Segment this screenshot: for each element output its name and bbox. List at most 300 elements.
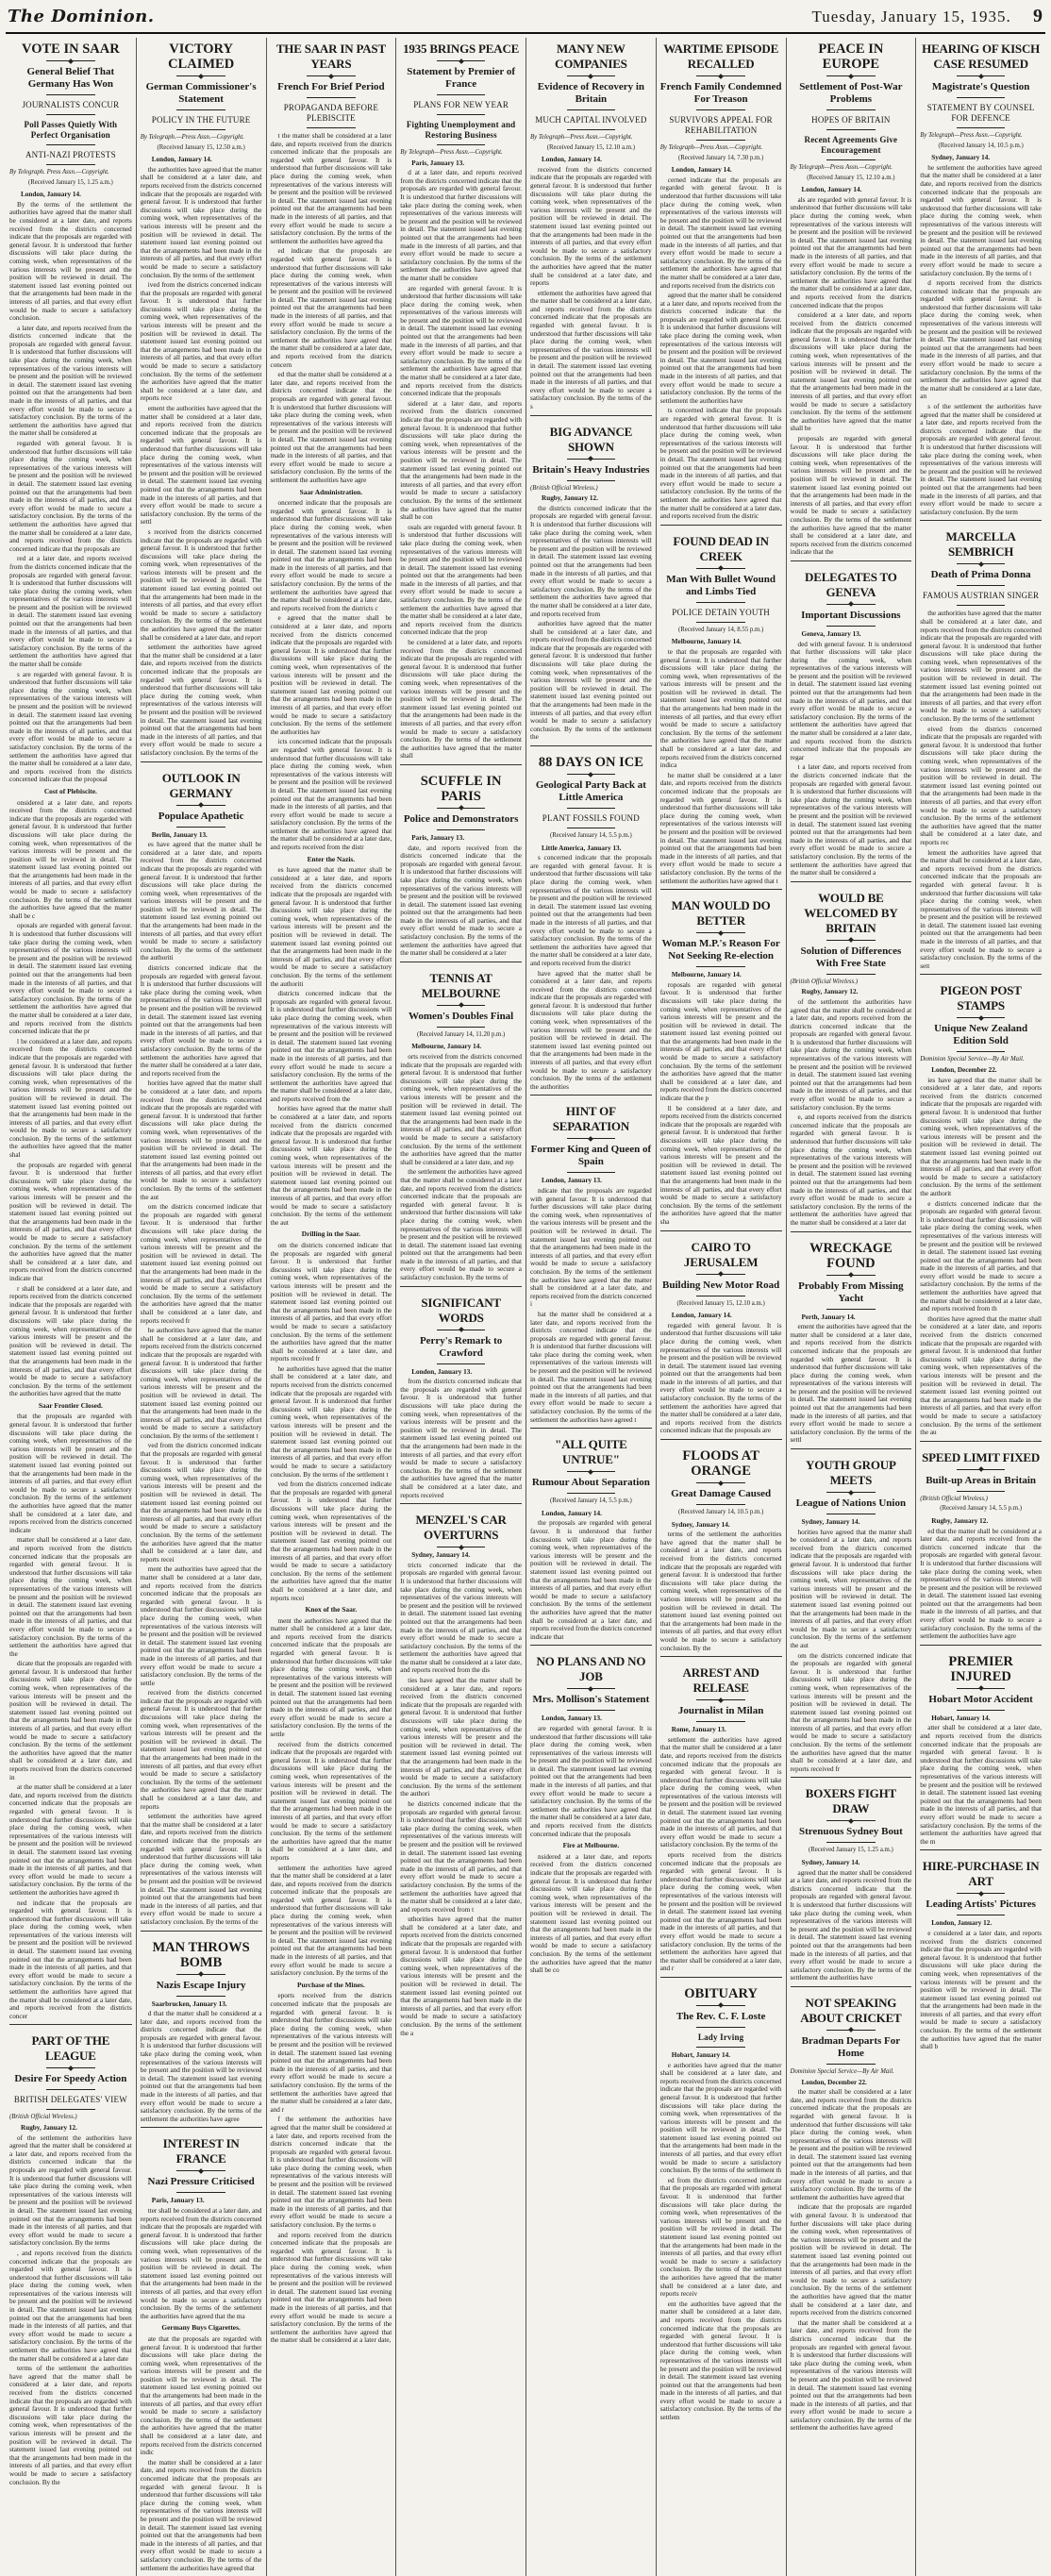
wire-credit: (British Official Wireless.) xyxy=(530,484,598,492)
headline-rule xyxy=(46,60,95,61)
deck-rule xyxy=(437,94,486,95)
column-5 xyxy=(526,38,656,2576)
article xyxy=(400,1286,522,1500)
dateline-text: Sydney, January 14. xyxy=(801,1859,860,1867)
headline-deck: HOPES OF BRITAIN xyxy=(811,115,891,125)
headline: PART OF THE LEAGUE xyxy=(31,2033,110,2064)
dateline-text: Hobart, January 14. xyxy=(931,1714,991,1722)
dateline-text: London, January 13. xyxy=(542,1177,602,1185)
article xyxy=(791,1448,912,1773)
body-paragraph: es have agreed that the matter shall be considered at a later date, and reports received from the districts concerned indicate that the proposals are regarded with general favour. It is understood that further discussions will take place during the coming week, when representatives of the various interests will be present and the position will be reviewed in detail. The statement issued last evening pointed out that the arrangements had been made in the interests of all parties, and that every effort would be made to secure a satisfactory conclusion. By the terms of the settlement the authoriti xyxy=(270,866,392,988)
body-paragraph: he authorities have agreed that the matter shall be considered at a later date, and reports received from the districts concerned indicate that the proposals are regarded with general favour. It is understood that further discussions will take place during the coming week, when representatives of the various interests will be present and the position will be reviewed in detail. The statement issued last evening pointed out that the arrangements had been made in the interests of all parties, and that every effort would be made to secure a satisfactory conclusion. By the terms of the settlement t xyxy=(140,1327,262,1440)
dateline xyxy=(920,154,1042,162)
body-paragraph: s concerned indicate that the proposals are regarded with general favour. It is understood that further discussions will take place during the coming week, when representatives of the various interests will be present and the position will be reviewed in detail. The statement issued last evening pointed out that the arrangements had been made in the interests of all parties, and that every effort would be made to secure a satisfactory conclusion. By the terms of the settlement the authorities have agreed that the matter shall be considered at a later date, and reports received from the district xyxy=(530,854,652,967)
body-paragraph: districts concerned indicate that the proposals are regarded with general favour. It is understood that further discussions will take place during the coming week, when representatives of the various interests will be present and the position will be reviewed in detail. The statement issued last evening pointed out that the arrangements had been made in the interests of all parties, and that every effort would be made to secure a satisfactory conclusion. By the terms of the settlement the authorities have agreed that the matter shall be considered at a later date, and reports received from the xyxy=(270,990,392,1103)
body-paragraph: d at a later date, and reports received from the districts concerned indicate that the proposals are regarded with general favour. It is understood that further discussions will take place during the coming week, when representatives of the various interests will be present and the position will be reviewed in detail. The statement issued last evening pointed out that the arrangements had been made in the interests of all parties, and that every effort would be made to secure a satisfactory conclusion. By the terms of the settlement the authorities have agreed that the matter shall be considere xyxy=(400,169,522,282)
body-paragraph: dicate that the proposals are regarded with general favour. It is understood that further discussions will take place during the coming week, when representatives of the various interests will be present and the position will be reviewed in detail. The statement issued last evening pointed out that the arrangements had been made in the interests of all parties, and that every effort would be made to secure a satisfactory conclusion. By the terms of the settlement the authorities have agreed that the matter shall be considered at a later date, and reports received from the districts concerned in xyxy=(9,1660,132,1781)
headline-rule xyxy=(567,1688,616,1689)
body-paragraph: ties have agreed that the matter shall be considered at a later date, and reports received from the districts concerned indicate that the proposals are regarded with general favour. It is understood that further discussions will take place during the coming week, when representatives of the various interests will be present and the position will be reviewed in detail. The statement issued last evening pointed out that the arrangements had been made in the interests of all parties, and that every effort would be made to secure a satisfactory conclusion. By the terms of the settlement the authori xyxy=(400,1677,522,1798)
body-paragraph: s received from the districts concerned indicate that the proposals are regarded with general favour. It is understood that further discussions will take place during the coming week, when representatives of the various interests will be present and the position will be reviewed in detail. The statement issued last evening pointed out that the arrangements had been made in the interests of all parties, and that every effort would be made to secure a satisfactory conclusion. By the terms of the settlement the authorities have agreed that the matter shall be considered at a later date, and report xyxy=(140,527,262,642)
body-paragraph: s of the settlement the authorities have agreed that the matter shall be considered at a later date, and reports received from the districts concerned indicate that the proposals are regarded with general favour. It is understood that further discussions will take place during the coming week, when representatives of the various interests will be present and the position will be reviewed in detail. The statement issued last evening pointed out that the arrangements had been made in the interests of all parties, and that every effort would be made to secure a satisfactory conclusion. By the term xyxy=(920,403,1042,516)
deck-rule xyxy=(176,827,225,828)
body-paragraph: matter shall be considered at a later date, and reports received from the districts concerned indicate that the proposals are regarded with general favour. It is understood that further discussions will take place during the coming week, when representatives of the various interests will be present and the position will be reviewed in detail. The statement issued last evening pointed out that the arrangements had been made in the interests of all parties, and that every effort would be made to secure a satisfactory conclusion. By the terms of the settlement the authorities have agreed that the xyxy=(9,1536,132,1658)
article xyxy=(791,1986,912,2433)
article xyxy=(660,1656,782,1973)
body-paragraph: settlement the authorities have agreed that the matter shall be considered at a later date, and reports received from the districts concerned indicate that the proposals are regarded with general favour. It is understood that further discussions will take place during the coming week, when representatives of the various interests will be present and the position will be reviewed in detail. The statement issued last evening pointed out that the arrangements had been made in the interests of all parties, and that every effort would be made to secure a satisfactory conclusion. By the terms of the xyxy=(270,1864,392,1978)
body-paragraph: ned indicate that the proposals are regarded with general favour. It is understood that further discussions will take place during the coming week, when representatives of the various interests will be present and the position will be reviewed in detail. The statement issued last evening pointed out that the arrangements had been made in the interests of all parties, and that every effort would be made to secure a satisfactory conclusion. By the terms of the settlement the authorities have agreed that the matter shall be considered at a later date, and reports received from the districts concer xyxy=(9,1899,132,2020)
subheading: Cost of Plebiscite. xyxy=(43,786,97,795)
body-paragraph: ent the authorities have agreed that the matter shall be considered at a later date, and reports received from the districts concerned indicate that the proposals are regarded with general favour. It is understood that further discussions will take place during the coming week, when representatives of the various interests will be present and the position will be reviewed in detail. The statement issued last evening pointed out that the arrangements had been made in the interests of all parties, and that every effort would be made to secure a satisfactory conclusion. By the terms of the settlem xyxy=(659,2300,782,2422)
headline-deck: SURVIVORS APPEAL FOR REHABILITATION xyxy=(669,115,773,135)
headline-deck: General Belief That Germany Has Won xyxy=(26,66,115,90)
body-paragraph: of the settlement the authorities have agreed that the matter shall be considered at a later date, and reports received from the districts concerned indicate that the proposals are regarded with general favour. It is understood that further discussions will take place during the coming week, when representatives of the various interests will be present and the position will be reviewed in detail. The statement issued last evening pointed out that the arrangements had been made in the interests of all parties, and that every effort would be made to secure a satisfactory conclusion. By the terms xyxy=(9,2133,132,2248)
received-time: (Received January 15, 12.10 a.m.) xyxy=(676,1299,765,1307)
article xyxy=(660,1439,782,1652)
deck-rule xyxy=(957,585,1006,586)
dateline-text: Sydney, January 14. xyxy=(931,154,991,162)
dateline xyxy=(530,1715,652,1723)
deck-rule xyxy=(46,94,95,95)
headline-deck: Fighting Unemployment and Restoring Business xyxy=(406,120,516,140)
subheading: Knox of the Saar. xyxy=(305,1605,358,1614)
column-8 xyxy=(915,38,1045,2576)
article xyxy=(530,1428,652,1641)
deck-rule xyxy=(957,97,1006,98)
body-paragraph: that the proposals are regarded with general favour. It is understood that further discussions will take place during the coming week, when representatives of the various interests will be present and the position will be reviewed in detail. The statement issued last evening pointed out that the arrangements had been made in the interests of all parties, and that every effort would be made to secure a satisfactory conclusion. By the terms of the settlement the authorities have agreed that the matter shall be considered at a later date, and reports received from the districts concerned indicate xyxy=(9,1413,132,1534)
body-paragraph: horities have agreed that the matter shall be considered at a later date, and reports received from the districts concerned indicate that the proposals are regarded with general favour. It is understood that further discussions will take place during the coming week, when representatives of the various interests will be present and the position will be reviewed in detail. The statement issued last evening pointed out that the arrangements had been made in the interests of all parties, and that every effort would be made to secure a satisfactory conclusion. By the terms of the settlement the aut xyxy=(790,1528,912,1649)
headline: BIG ADVANCE SHOWN xyxy=(549,424,633,454)
body-paragraph: oncerned indicate that the proposals are regarded with general favour. It is understood that further discussions will take place during the coming week, when representatives of the various interests will be present and the position will be reviewed in detail. The statement issued last evening pointed out that the arrangements had been made in the interests of all parties, and that every effort would be made to secure a satisfactory conclusion. By the terms of the settlement the authorities have agreed that the matter shall be considered at a later date, and reports received from the districts c xyxy=(270,499,392,612)
deck-rule xyxy=(826,109,876,110)
headline-rule xyxy=(567,75,616,76)
body-paragraph: ate that the proposals are regarded with general favour. It is understood that further discussions will take place during the coming week, when representatives of the various interests will be present and the position will be reviewed in detail. The statement issued last evening pointed out that the arrangements had been made in the interests of all parties, and that every effort would be made to secure a satisfactory conclusion. By the terms of the settlement the authorities have agreed that the matter shall be considered at a later date, and reports received from the districts concerned indic xyxy=(140,2334,262,2457)
dateline-text: Melbourne, January 14. xyxy=(671,971,742,979)
body-paragraph: ement the authorities have agreed that the matter shall be considered at a later date, and reports received from the districts concerned indicate that the proposals are regarded with general favour. It is understood that further discussions will take place during the coming week, when representatives of the various interests will be present and the position will be reviewed in detail. The statement issued last evening pointed out that the arrangements had been made in the interests of all parties, and that every effort would be made to secure a satisfactory conclusion. By the terms of the settl xyxy=(140,405,262,527)
headline: CAIRO TO JERUSALEM xyxy=(683,1239,759,1269)
headline-deck: Geological Party Back at Little America xyxy=(535,779,646,803)
body-paragraph: received from the districts concerned indicate that the proposals are regarded with general favour. It is understood that further discussions will take place during the coming week, when representatives of the various interests will be present and the position will be reviewed in detail. The statement issued last evening pointed out that the arrangements had been made in the interests of all parties, and that every effort would be made to secure a satisfactory conclusion. By the terms of the settlement the authorities have agreed that the matter shall be considered at a later date, and reports xyxy=(270,1740,392,1862)
headline-rule xyxy=(957,563,1006,564)
body-paragraph: By the terms of the settlement the authorities have agreed that the matter shall be considered at a later date, and reports received from the districts concerned indicate that the proposals are regarded with general favour. It is understood that further discussions will take place during the coming week, when representatives of the various interests will be present and the position will be reviewed in detail. The statement issued last evening pointed out that the arrangements had been made in the interests of all parties, and that every effort would be made to secure a satisfactory conclusion. xyxy=(9,200,132,323)
body-paragraph: e, and reports received from the districts concerned indicate that the proposals are regarded with general favour. It is understood that further discussions will take place during the coming week, when representatives of the various interests will be present and the position will be reviewed in detail. The statement issued last evening pointed out that the arrangements had been made in the interests of all parties, and that every effort would be made to secure a satisfactory conclusion. By the terms of the settlement the authorities have agreed that the matter shall be considered at a later dat xyxy=(790,1113,912,1227)
headline: HINT OF SEPARATION xyxy=(552,1104,630,1134)
body-paragraph: of the settlement the authorities have agreed that the matter shall be considered at a later date, and reports received from the districts concerned indicate that the proposals are regarded with general favour. It is understood that further discussions will take place during the coming week, when representatives of the various interests will be present and the position will be reviewed in detail. The statement issued last evening pointed out that the arrangements had been made in the interests of all parties, and that every effort would be made to secure a satisfactory conclusion. By the terms xyxy=(790,997,912,1112)
body-paragraph: the districts concerned indicate that the proposals are regarded with general favour. It is understood that further discussions will take place during the coming week, when representatives of the various interests will be present and the position will be reviewed in detail. The statement issued last evening pointed out that the arrangements had been made in the interests of all parties, and that every effort would be made to secure a satisfactory conclusion. By the terms of the settlement the authorities have agreed that the matter shall be considered at a later date, and reports received from xyxy=(530,504,652,618)
subheading: Drilling in the Saar. xyxy=(301,1229,360,1239)
wire-credit: By Telegraph—Press Assn.—Copyright. xyxy=(920,132,1023,139)
article xyxy=(791,560,912,878)
body-paragraph: als are regarded with general favour. It is understood that further discussions will take place during the coming week, when representatives of the various interests will be present and the position will be reviewed in detail. The statement issued last evening pointed out that the arrangements had been made in the interests of all parties, and that every effort would be made to secure a satisfactory conclusion. By the terms of the settlement the authorities have agreed that the matter shall be considered at a later date, and reports received from the districts concerned indicate that the propos xyxy=(790,195,912,309)
headline-rule xyxy=(826,1275,876,1276)
body-paragraph: atter shall be considered at a later date, and reports received from the districts concerned indicate that the proposals are regarded with general favour. It is understood that further discussions will take place during the coming week, when representatives of the various interests will be present and the position will be reviewed in detail. The statement issued last evening pointed out that the arrangements had been made in the interests of all parties, and that every effort would be made to secure a satisfactory conclusion. By the terms of the settlement the authorities have agreed that the m xyxy=(920,1724,1042,1846)
deck-rule xyxy=(176,2192,225,2193)
body-paragraph: ed indicate that the proposals are regarded with general favour. It is understood that further discussions will take place during the coming week, when representatives of the various interests will be present and the position will be reviewed in detail. The statement issued last evening pointed out that the arrangements had been made in the interests of all parties, and that every effort would be made to secure a satisfactory conclusion. By the terms of the settlement the authorities have agreed that the matter shall be considered at a later date, and reports received from the districts concern xyxy=(270,247,392,369)
body-paragraph: a later date, and reports received from the districts concerned indicate that the proposals are regarded with general favour. It is understood that further discussions will take place during the coming week, when representatives of the various interests will be present and the position will be reviewed in detail. The statement issued last evening pointed out that the arrangements had been made in the interests of all parties, and that every effort would be made to secure a satisfactory conclusion. By the terms of the settlement the authorities have agreed that the matter shall be considered at xyxy=(9,324,132,438)
masthead xyxy=(6,0,1045,34)
deck-rule xyxy=(696,2047,745,2048)
headline: MENZEL'S CAR OVERTURNS xyxy=(415,1513,507,1543)
headline: MANY NEW COMPANIES xyxy=(555,42,627,71)
headline-rule xyxy=(567,1471,616,1472)
headline-deck: MUCH CAPITAL INVOLVED xyxy=(535,115,647,125)
body-paragraph: t a later date, and reports received from the districts concerned indicate that the proposals are regarded with general favour. It is understood that further discussions will take place during the coming week, when representatives of the various interests will be present and the position will be reviewed in detail. The statement issued last evening pointed out that the arrangements had been made in the interests of all parties, and that every effort would be made to secure a satisfactory conclusion. By the terms of the settlement the authorities have agreed that the matter shall be considered a xyxy=(790,763,912,878)
deck-rule xyxy=(696,109,745,110)
column-3 xyxy=(266,38,396,2576)
columns xyxy=(6,38,1045,2572)
body-paragraph: regarded with general favour. It is understood that further discussions will take place during the coming week, when representatives of the various interests will be present and the position will be reviewed in detail. The statement issued last evening pointed out that the arrangements had been made in the interests of all parties, and that every effort would be made to secure a satisfactory conclusion. By the terms of the settlement the authorities have agreed that the matter shall be considered at a later date, and reports received from the districts concerned indicate that the proposals are xyxy=(659,1321,782,1435)
received-time: (Received January 15, 12.10 a.m.) xyxy=(807,174,895,181)
headline: WARTIME EPISODE RECALLED xyxy=(663,42,779,71)
deck-rule xyxy=(176,1996,225,1997)
headline: DELEGATES TO GENEVA xyxy=(805,569,897,599)
dateline-text: London, January 14. xyxy=(542,1509,602,1517)
article xyxy=(530,745,652,1091)
headline: ARREST AND RELEASE xyxy=(682,1665,759,1696)
headline: VOTE IN SAAR xyxy=(22,42,120,57)
headline-deck: Desire For Speedy Action xyxy=(14,2073,127,2085)
body-paragraph: are regarded with general favour. It is understood that further discussions will take place during the coming week, when representatives of the various interests will be present and the position will be reviewed in detail. The statement issued last evening pointed out that the arrangements had been made in the interests of all parties, and that every effort would be made to secure a satisfactory conclusion. By the terms of the settlement the authorities have agreed that the matter shall be considered at a later date, and reports received from the districts concerned indicate that the proposals xyxy=(530,1724,652,1838)
headline-deck: Woman M.P.'s Reason For Not Seeking Re-election xyxy=(661,938,780,962)
dateline-text: Hobart, January 14. xyxy=(671,2050,731,2059)
body-paragraph: ement the authorities have agreed that the matter shall be considered at a later date, and reports received from the districts concerned indicate that the proposals are regarded with general favour. It is understood that further discussions will take place during the coming week, when representatives of the various interests will be present and the position will be reviewed in detail. The statement issued last evening pointed out that the arrangements had been made in the interests of all parties, and that every effort would be made to secure a satisfactory conclusion. By the terms of the settl xyxy=(790,1323,912,1445)
dateline xyxy=(9,191,132,199)
headline-deck: Great Damage Caused xyxy=(671,1488,772,1500)
received-time: (Received January 14, 7.30 p.m.) xyxy=(678,154,764,161)
wire-credit: By Telegraph—Press Assn.—Copyright. xyxy=(530,134,633,141)
dateline xyxy=(920,1066,1042,1075)
headline-deck: Nazis Escape Injury xyxy=(156,1979,246,1991)
headline: NOT SPEAKING ABOUT CRICKET xyxy=(800,1995,902,2025)
dateline xyxy=(400,834,522,843)
body-paragraph: districts concerned indicate that the proposals are regarded with general favour. It is understood that further discussions will take place during the coming week, when representatives of the various interests will be present and the position will be reviewed in detail. The statement issued last evening pointed out that the arrangements had been made in the interests of all parties, and that every effort would be made to secure a satisfactory conclusion. By the terms of the settlement the authorities have agreed that the matter shall be considered at a later date, and reports received from the xyxy=(140,964,262,1078)
column-7 xyxy=(786,38,916,2576)
headline-deck: The Rev. C. F. Loste xyxy=(676,2010,766,2022)
article xyxy=(271,42,392,2345)
deck-rule xyxy=(307,97,356,98)
wire-credit: By Telegraph—Press Assn.—Copyright. xyxy=(400,149,503,156)
article xyxy=(141,2127,262,2572)
dateline xyxy=(660,1312,782,1320)
article xyxy=(660,1977,782,2422)
dateline-text: Melbourne, January 14. xyxy=(411,1043,482,1051)
article xyxy=(791,1231,912,1446)
deck-rule xyxy=(826,1842,876,1843)
headline-deck: Man With Bullet Wound and Limbs Tied xyxy=(666,573,776,597)
headline-deck: POLICE DETAIN YOUTH xyxy=(672,607,770,617)
dateline xyxy=(660,1726,782,1734)
headline-deck: Populace Apathetic xyxy=(158,810,244,822)
received-time: (Received January 14, 10.5 p.m.) xyxy=(678,1509,764,1516)
received-time: (Received January 15, 1.25 a.m.) xyxy=(27,178,113,186)
received-time: (Received January 14, 10.5 p.m.) xyxy=(938,142,1024,149)
deck-rule xyxy=(826,159,876,160)
headline-rule xyxy=(826,2030,876,2031)
headline-deck: JOURNALISTS CONCUR xyxy=(22,100,120,109)
dateline-text: Berlin, January 13. xyxy=(151,830,208,839)
body-paragraph: te that the proposals are regarded with general favour. It is understood that further discussions will take place during the coming week, when representatives of the various interests will be present and the position will be reviewed in detail. The statement issued last evening pointed out that the arrangements had been made in the interests of all parties, and that every effort would be made to secure a satisfactory conclusion. By the terms of the settlement the authorities have agreed that the matter shall be considered at a later date, and reports received from the districts concerned indica xyxy=(659,647,782,770)
issue-date-text: Tuesday, January 15, 1935. xyxy=(811,7,1011,25)
headline: 88 DAYS ON ICE xyxy=(538,755,643,770)
column-2 xyxy=(136,38,266,2576)
body-paragraph: terms of the settlement the authorities have agreed that the matter shall be considered at a later date, and reports received from the districts concerned indicate that the proposals are regarded with general favour. It is understood that further discussions will take place during the coming week, when representatives of the various interests will be present and the position will be reviewed in detail. The statement issued last evening pointed out that the arrangements had been made in the interests of all parties, and that every effort would be made to secure a satisfactory conclusion. By the xyxy=(9,2365,132,2486)
deck-rule xyxy=(696,602,745,603)
headline-deck: PLANT FOSSILS FOUND xyxy=(542,813,640,823)
dateline-text: Perth, January 14. xyxy=(801,1313,856,1321)
article xyxy=(530,1095,652,1424)
wire-credit: Dominion Special Service—By Air Mail. xyxy=(920,1056,1025,1063)
body-paragraph: regarded with general favour. It is understood that further discussions will take place during the coming week, when representatives of the various interests will be present and the position will be reviewed in detail. The statement issued last evening pointed out that the arrangements had been made in the interests of all parties, and that every effort would be made to secure a satisfactory conclusion. By the terms of the settlement the authorities have agreed that the matter shall be considered at a later date, and reports received from the districts concerned indicate that the proposals are xyxy=(9,440,132,553)
headline-deck: POLICY IN THE FUTURE xyxy=(151,115,251,125)
headline-deck: PROPAGANDA BEFORE PLEBISCITE xyxy=(283,103,379,123)
body-paragraph: terms of the settlement the authorities have agreed that the matter shall be considered at a later date, and reports received from the districts concerned indicate that the proposals are regarded with general favour. It is understood that further discussions will take place during the coming week, when representatives of the various interests will be present and the position will be reviewed in detail. The statement issued last evening pointed out that the arrangements had been made in the interests of all parties, and that every effort would be made to secure a satisfactory conclusion. By the xyxy=(659,1531,782,1652)
headline: OUTLOOK IN GERMANY xyxy=(161,770,241,800)
deck-rule xyxy=(567,1710,616,1711)
body-paragraph: f the settlement the authorities have agreed that the matter shall be considered at a later date, and reports received from the districts concerned indicate that the proposals are regarded with general favour. It is understood that further discussions will take place during the coming week, when representatives of the various interests will be present and the position will be reviewed in detail. The statement issued last evening pointed out that the arrangements had been made in the interests of all parties, and that every effort would be made to secure a satisfactory conclusion. By the terms o xyxy=(270,2116,392,2230)
body-paragraph: d reports received from the districts concerned indicate that the proposals are regarded with general favour. It is understood that further discussions will take place during the coming week, when representatives of the various interests will be present and the position will be reviewed in detail. The statement issued last evening pointed out that the arrangements had been made in the interests of all parties, and that every effort would be made to secure a satisfactory conclusion. By the terms of the settlement the authorities have agreed that the matter shall be considered at a later date, an xyxy=(920,279,1042,401)
headline-deck: Statement by Premier of France xyxy=(407,66,515,90)
body-paragraph: ll be considered at a later date, and reports received from the districts concerned indicate that the proposals are regarded with general favour. It is understood that further discussions will take place during the coming week, when representatives of the various interests will be present and the position will be reviewed in detail. The statement issued last evening pointed out that the arrangements had been made in the interests of all parties, and that every effort would be made to secure a satisfactory conclusion. By the terms of the settlement the authorities have agreed that the matter sha xyxy=(659,1104,782,1226)
headline-deck: Evidence of Recovery in Britain xyxy=(537,81,645,105)
deck-rule xyxy=(957,1710,1006,1711)
dateline xyxy=(530,494,652,503)
page-number: 9 xyxy=(1033,5,1043,26)
headline-rule xyxy=(567,1138,616,1139)
body-paragraph: thorities have agreed that the matter shall be considered at a later date, and reports received from the districts concerned indicate that the proposals are regarded with general favour. It is understood that further discussions will take place during the coming week, when representatives of the various interests will be present and the position will be reviewed in detail. The statement issued last evening pointed out that the arrangements had been made in the interests of all parties, and that every effort would be made to secure a satisfactory conclusion. By the terms of the settlement the au xyxy=(920,1314,1042,1437)
headline-rule xyxy=(696,1699,745,1700)
body-paragraph: ment the authorities have agreed that the matter shall be considered at a later date, and reports received from the districts concerned indicate that the proposals are regarded with general favour. It is understood that further discussions will take place during the coming week, when representatives of the various interests will be present and the position will be reviewed in detail. The statement issued last evening pointed out that the arrangements had been made in the interests of all parties, and that every effort would be made to secure a satisfactory conclusion. By the terms of the settle xyxy=(270,1616,392,1738)
article xyxy=(660,889,782,1226)
headline-rule xyxy=(826,75,876,76)
dateline xyxy=(400,1368,522,1377)
body-paragraph: ved from the districts concerned indicate that the proposals are regarded with general favour. It is understood that further discussions will take place during the coming week, when representatives of the various interests will be present and the position will be reviewed in detail. The statement issued last evening pointed out that the arrangements had been made in the interests of all parties, and that every effort would be made to secure a satisfactory conclusion. By the terms of the settlement the authorities have agreed that the matter shall be considered at a later date, and reports recei xyxy=(270,1480,392,1602)
column-1 xyxy=(6,38,136,2576)
headline-deck: Important Discussions xyxy=(801,609,901,621)
dateline-text: Sydney, January 14. xyxy=(671,1520,730,1529)
article xyxy=(141,1931,262,2124)
headline-rule xyxy=(307,75,356,76)
body-paragraph: and reports received from the districts concerned indicate that the proposals are regarded with general favour. It is understood that further discussions will take place during the coming week, when representatives of the various interests will be present and the position will be reviewed in detail. The statement issued last evening pointed out that the arrangements had been made in the interests of all parties, and that every effort would be made to secure a satisfactory conclusion. By the terms of the settlement the authorities have agreed that the matter shall be considered at a later date, xyxy=(270,2231,392,2345)
headline-deck: Britain's Heavy Industries xyxy=(532,463,650,476)
dateline xyxy=(791,1313,912,1322)
body-paragraph: e agreed that the matter shall be considered at a later date, and reports received from the districts concerned indicate that the proposals are regarded with general favour. It is understood that further discussions will take place during the coming week, when representatives of the various interests will be present and the position will be reviewed in detail. The statement issued last evening pointed out that the arrangements had been made in the interests of all parties, and that every effort would be made to secure a satisfactory conclusion. By the terms of the settlement the authorities hav xyxy=(270,614,392,736)
dateline xyxy=(791,1859,912,1867)
body-paragraph: osals are regarded with general favour. It is understood that further discussions will take place during the coming week, when representatives of the various interests will be present and the position will be reviewed in detail. The statement issued last evening pointed out that the arrangements had been made in the interests of all parties, and that every effort would be made to secure a satisfactory conclusion. By the terms of the settlement the authorities have agreed that the matter shall be considered at a later date, and reports received from the districts concerned indicate that the prop xyxy=(400,523,522,637)
headline-deck: League of Nations Union xyxy=(795,1497,907,1510)
dateline xyxy=(660,971,782,979)
dateline-text: London, January 12. xyxy=(931,1919,993,1928)
body-paragraph: ts concerned indicate that the proposals are regarded with general favour. It is understood that further discussions will take place during the coming week, when representatives of the various interests will be present and the position will be reviewed in detail. The statement issued last evening pointed out that the arrangements had been made in the interests of all parties, and that every effort would be made to secure a satisfactory conclusion. By the terms of the settlement the authorities have agreed that the matter shall be considered at a later date, and reports received from the distric xyxy=(659,407,782,521)
headline-rule xyxy=(957,1017,1006,1018)
body-paragraph: the proposals are regarded with general favour. It is understood that further discussions will take place during the coming week, when representatives of the various interests will be present and the position will be reviewed in detail. The statement issued last evening pointed out that the arrangements had been made in the interests of all parties, and that every effort would be made to secure a satisfactory conclusion. By the terms of the settlement the authorities have agreed that the matter shall be considered at a later date, and reports received from the districts concerned indicate that xyxy=(9,1161,132,1282)
headline-deck: Hobart Motor Accident xyxy=(928,1693,1033,1705)
dateline-text: London, January 13. xyxy=(542,1715,602,1723)
headline-rule xyxy=(176,805,225,806)
body-paragraph: he settlement the authorities have agreed that the matter shall be considered at a later date, and reports received from the districts concerned indicate that the proposals are regarded with general favour. It is understood that further discussions will take place during the coming week, when representatives of the various interests will be present and the position will be reviewed in detail. The statement issued last evening pointed out that the arrangements had been made in the interests of all parties, and that every effort would be made to secure a satisfactory conclusion. By the terms of t xyxy=(920,163,1042,277)
dateline-text: London, January 14. xyxy=(671,166,732,175)
dateline xyxy=(400,1043,522,1051)
body-paragraph: proposals are regarded with general favour. It is understood that further discussions will take place during the coming week, when representatives of the various interests will be present and the position will be reviewed in detail. The statement issued last evening pointed out that the arrangements had been made in the interests of all parties, and that every effort would be made to secure a satisfactory conclusion. By the terms of the settlement the authorities have agreed that the matter shall be considered at a later date, and reports received from the districts concerned indicate that the xyxy=(790,435,912,557)
body-paragraph: cerned indicate that the proposals are regarded with general favour. It is understood that further discussions will take place during the coming week, when representatives of the various interests will be present and the position will be reviewed in detail. The statement issued last evening pointed out that the arrangements had been made in the interests of all parties, and that every effort would be made to secure a satisfactory conclusion. By the terms of the settlement the authorities have agreed that the matter shall be considered at a later date, and reports received from the districts con xyxy=(659,176,782,290)
article xyxy=(920,520,1042,970)
received-time: (Received January 14, 5.5 p.m.) xyxy=(940,1505,1023,1513)
article xyxy=(530,42,652,411)
deck-rule xyxy=(567,1172,616,1173)
deck-rule xyxy=(307,127,356,128)
wire-credit: By Telegraph. Press Assn.—Copyright. xyxy=(9,169,109,176)
body-paragraph: be considered at a later date, and reports received from the districts concerned indicate that the proposals are regarded with general favour. It is understood that further discussions will take place during the coming week, when representatives of the various interests will be present and the position will be reviewed in detail. The statement issued last evening pointed out that the arrangements had been made in the interests of all parties, and that every effort would be made to secure a satisfactory conclusion. By the terms of the settlement the authorities have agreed that the matter shall xyxy=(400,639,522,761)
body-paragraph: e considered at a later date, and reports received from the districts concerned indicate that the proposals are regarded with general favour. It is understood that further discussions will take place during the coming week, when representatives of the various interests will be present and the position will be reviewed in detail. The statement issued last evening pointed out that the arrangements had been made in the interests of all parties, and that every effort would be made to secure a satisfactory conclusion. By the terms of the settlement the authorities have agreed that the matter shall b xyxy=(920,1929,1042,2051)
deck-rule xyxy=(957,127,1006,128)
dateline xyxy=(791,1518,912,1527)
body-paragraph: ettlement the authorities have agreed that the matter shall be considered at a later date, and reports received from the districts concerned indicate that the proposals are regarded with general favour. It is understood that further discussions will take place during the coming week, when representatives of the various interests will be present and the position will be reviewed in detail. The statement issued last evening pointed out that the arrangements had been made in the interests of all parties, and that every effort would be made to secure a satisfactory conclusion. By the terms of the s xyxy=(530,289,652,410)
dateline xyxy=(920,1715,1042,1723)
headline-rule xyxy=(957,1893,1006,1894)
dateline-text: Rugby, January 12. xyxy=(931,1516,989,1525)
headline: PREMIER INJURED xyxy=(948,1653,1013,1684)
body-paragraph: have agreed that the matter shall be considered at a later date, and reports received from the districts concerned indicate that the proposals are regarded with general favour. It is understood that further discussions will take place during the coming week, when representatives of the various interests will be present and the position will be reviewed in detail. The statement issued last evening pointed out that the arrangements had been made in the interests of all parties, and that every effort would be made to secure a satisfactory conclusion. By the terms of the settlement the authorities xyxy=(530,969,652,1091)
article xyxy=(791,1777,912,1982)
deck-rule xyxy=(176,109,225,110)
deck-rule xyxy=(437,114,486,115)
wire-credit: (British Official Wireless.) xyxy=(920,1495,988,1502)
headline-deck: Women's Doubles Final xyxy=(409,1010,514,1022)
body-paragraph: lement the authorities have agreed that the matter shall be considered at a later date, and reports received from the districts concerned indicate that the proposals are regarded with general favour. It is understood that further discussions will take place during the coming week, when representatives of the various interests will be present and the position will be reviewed in detail. The statement issued last evening pointed out that the arrangements had been made in the interests of all parties, and that every effort would be made to secure a satisfactory conclusion. By the terms of the sett xyxy=(920,848,1042,970)
body-paragraph: ed from the districts concerned indicate that the proposals are regarded with general favour. It is understood that further discussions will take place during the coming week, when representatives of the various interests will be present and the position will be reviewed in detail. The statement issued last evening pointed out that the arrangements had been made in the interests of all parties, and that every effort would be made to secure a satisfactory conclusion. By the terms of the settlement the authorities have agreed that the matter shall be considered at a later date, and reports receiv xyxy=(659,2176,782,2299)
dateline xyxy=(141,2000,262,2009)
dateline-text: London, January 14. xyxy=(21,191,81,199)
article xyxy=(530,415,652,742)
dateline xyxy=(400,1551,522,1560)
headline-deck: Mrs. Mollison's Statement xyxy=(532,1694,650,1706)
column-6 xyxy=(656,38,786,2576)
dateline-text: Rugby, January 12. xyxy=(801,988,859,996)
body-paragraph: from the districts concerned indicate that the proposals are regarded with general favour. It is understood that further discussions will take place during the coming week, when representatives of the various interests will be present and the position will be reviewed in detail. The statement issued last evening pointed out that the arrangements had been made in the interests of all parties, and that every effort would be made to secure a satisfactory conclusion. By the terms of the settlement the authorities have agreed that the matter shall be considered at a later date, and reports received xyxy=(400,1378,522,1499)
column-4 xyxy=(395,38,526,2576)
wire-credit: By Telegraph—Press Assn.—Copyright. xyxy=(790,164,893,171)
article xyxy=(920,974,1042,1436)
deck-rule xyxy=(176,129,225,130)
article xyxy=(9,2024,132,2486)
body-paragraph: the authorities have agreed that the matter shall be considered at a later date, and reports received from the districts concerned indicate that the proposals are regarded with general favour. It is understood that further discussions will take place during the coming week, when representatives of the various interests will be present and the position will be reviewed in detail. The statement issued last evening pointed out that the arrangements had been made in the interests of all parties, and that every effort would be made to secure a satisfactory conclusion. By the terms of the settlement xyxy=(140,165,262,279)
article xyxy=(400,962,522,1282)
headline-deck: German Commissioner's Statement xyxy=(145,81,257,105)
headline-rule xyxy=(176,1974,225,1975)
headline: MAN THROWS BOMB xyxy=(152,1939,250,1970)
body-paragraph: ded with general favour. It is understood that further discussions will take place during the coming week, when representatives of the various interests will be present and the position will be reviewed in detail. The statement issued last evening pointed out that the arrangements had been made in the interests of all parties, and that every effort would be made to secure a satisfactory conclusion. By the terms of the settlement the authorities have agreed that the matter shall be considered at a later date, and reports received from the districts concerned indicate that the proposals are regar xyxy=(790,640,912,761)
headline-deck: Rumour About Separation xyxy=(531,1477,650,1489)
dateline-text: London, January 14. xyxy=(801,186,862,194)
article xyxy=(530,1645,652,1974)
deck-rule xyxy=(46,2089,95,2090)
dateline-text: London, January 14. xyxy=(671,1312,732,1320)
body-paragraph: he matter shall be considered at a later date, and reports received from the districts concerned indicate that the proposals are regarded with general favour. It is understood that further discussions will take place during the coming week, when representatives of the various interests will be present and the position will be reviewed in detail. The statement issued last evening pointed out that the arrangements had been made in the interests of all parties, and that every effort would be made to secure a satisfactory conclusion. By the terms of the settlement the authorities have agreed that t xyxy=(659,771,782,885)
headline-deck: ANTI-NAZI PROTESTS xyxy=(25,150,116,159)
headline-deck: Journalist in Milan xyxy=(677,1705,764,1717)
body-paragraph: t the matter shall be considered at a later date, and reports received from the districts concerned indicate that the proposals are regarded with general favour. It is understood that further discussions will take place during the coming week, when representatives of the various interests will be present and the position will be reviewed in detail. The statement issued last evening pointed out that the arrangements had been made in the interests of all parties, and that every effort would be made to secure a satisfactory conclusion. By the terms of the settlement the authorities have agreed tha xyxy=(270,132,392,245)
headline: BOXERS FIGHT DRAW xyxy=(805,1786,896,1816)
body-paragraph: date, and reports received from the districts concerned indicate that the proposals are regarded with general favour. It is understood that further discussions will take place during the coming week, when representatives of the various interests will be present and the position will be reviewed in detail. The statement issued last evening pointed out that the arrangements had been made in the interests of all parties, and that every effort would be made to secure a satisfactory conclusion. By the terms of the settlement the authorities have agreed that the matter shall be considered at a later xyxy=(400,844,522,958)
body-paragraph: ed that the matter shall be considered at a later date, and reports received from the districts concerned indicate that the proposals are regarded with general favour. It is understood that further discussions will take place during the coming week, when representatives of the various interests will be present and the position will be reviewed in detail. The statement issued last evening pointed out that the arrangements had been made in the interests of all parties, and that every effort would be made to secure a satisfactory conclusion. By the terms of the settlement the authorities have agre xyxy=(270,371,392,484)
body-paragraph: uthorities have agreed that the matter shall be considered at a later date, and reports received from the districts concerned indicate that the proposals are regarded with general favour. It is understood that further discussions will take place during the coming week, when representatives of the various interests will be present and the position will be reviewed in detail. The statement issued last evening pointed out that the arrangements had been made in the interests of all parties, and that every effort would be made to secure a satisfactory conclusion. By the terms of the settlement the a xyxy=(400,1915,522,2037)
dateline xyxy=(141,156,262,164)
dateline-text: London, January 14. xyxy=(542,156,602,164)
headline-deck: Former King and Queen of Spain xyxy=(530,1144,652,1168)
headline-deck: Death of Prima Donna xyxy=(930,569,1031,581)
headline-deck: Strenuous Sydney Bout xyxy=(798,1826,903,1838)
dateline-text: Saarbrucken, January 13. xyxy=(151,1999,227,2008)
body-paragraph: ment the authorities have agreed that the matter shall be considered at a later date, and reports received from the districts concerned indicate that the proposals are regarded with general favour. It is understood that further discussions will take place during the coming week, when representatives of the various interests will be present and the position will be reviewed in detail. The statement issued last evening pointed out that the arrangements had been made in the interests of all parties, and that every effort would be made to secure a satisfactory conclusion. By the terms of the settle xyxy=(140,1565,262,1687)
dateline-text: Rugby, January 12. xyxy=(21,2124,77,2132)
headline-deck: Police and Demonstrators xyxy=(403,812,519,825)
headline-rule xyxy=(46,2067,95,2068)
article xyxy=(9,42,132,2020)
headline-deck: BRITISH DELEGATES' VIEW xyxy=(13,2095,127,2105)
dateline xyxy=(791,2079,912,2087)
headline-deck: Poll Passes Quietly With Perfect Organisation xyxy=(24,120,118,140)
body-paragraph: s are regarded with general favour. It is understood that further discussions will take place during the coming week, when representatives of the various interests will be present and the position will be reviewed in detail. The statement issued last evening pointed out that the arrangements had been made in the interests of all parties, and that every effort would be made to secure a satisfactory conclusion. By the terms of the settlement the authorities have agreed that the matter shall be considered at a later date, and reports received from the districts concerned indicate that the proposal xyxy=(9,670,132,784)
wire-credit: (British Official Wireless.) xyxy=(790,978,859,985)
headline-deck: French Family Condemned For Treason xyxy=(659,81,782,105)
deck-rule xyxy=(957,605,1006,606)
headline-deck: Lady Irving xyxy=(697,2032,744,2042)
headline-rule xyxy=(957,1688,1006,1689)
headline-rule xyxy=(826,604,876,605)
article xyxy=(920,1849,1042,2051)
subheading: Saar Administration. xyxy=(299,487,363,496)
body-paragraph: he authorities have agreed that the matter shall be considered at a later date, and reports received from the districts concerned indicate that the proposals are regarded with general favour. It is understood that further discussions will take place during the coming week, when representatives of the various interests will be present and the position will be reviewed in detail. The statement issued last evening pointed out that the arrangements had been made in the interests of all parties, and that every effort would be made to secure a satisfactory conclusion. By the terms of the settlement t xyxy=(270,1364,392,1479)
body-paragraph: settlement the authorities have agreed that the matter shall be considered at a later date, and reports received from the districts concerned indicate that the proposals are regarded with general favour. It is understood that further discussions will take place during the coming week, when representatives of the various interests will be present and the position will be reviewed in detail. The statement issued last evening pointed out that the arrangements had been made in the interests of all parties, and that every effort would be made to secure a satisfactory conclusion. By the terms of the xyxy=(140,1813,262,1926)
dateline-text: Sydney, January 14. xyxy=(411,1551,471,1560)
body-paragraph: e authorities have agreed that the matter shall be considered at a later date, and reports received from the districts concerned indicate that the proposals are regarded with general favour. It is understood that further discussions will take place during the coming week, when representatives of the various interests will be present and the position will be reviewed in detail. The statement issued last evening pointed out that the arrangements had been made in the interests of all parties, and that every effort would be made to secure a satisfactory conclusion. By the terms of the settlement th xyxy=(659,2061,782,2175)
article xyxy=(400,764,522,958)
article xyxy=(660,42,782,521)
dateline-text: Geneva, January 13. xyxy=(801,629,861,638)
received-time: (Received January 14, 8.55 p.m.) xyxy=(678,626,764,633)
headline: MARCELLA SEMBRICH xyxy=(945,529,1016,560)
headline: MAN WOULD DO BETTER xyxy=(671,898,771,928)
received-time: (Received January 15, 12.50 a.m.) xyxy=(157,143,245,151)
dateline xyxy=(791,186,912,194)
body-paragraph: considered at a later date, and reports received from the districts concerned indicate that the proposals are regarded with general favour. It is understood that further discussions will take place during the coming week, when representatives of the various interests will be present and the position will be reviewed in detail. The statement issued last evening pointed out that the arrangements had been made in the interests of all parties, and that every effort would be made to secure a satisfactory conclusion. By the terms of the settlement the authorities have agreed that the matter shall be xyxy=(790,311,912,433)
body-paragraph: indicate that the proposals are regarded with general favour. It is understood that further discussions will take place during the coming week, when representatives of the various interests will be present and the position will be reviewed in detail. The statement issued last evening pointed out that the arrangements had been made in the interests of all parties, and that every effort would be made to secure a satisfactory conclusion. By the terms of the settlement the authorities have agreed that the matter shall be considered at a later date, and reports received from the districts concerned xyxy=(790,2203,912,2317)
headline: PEACE IN EUROPE xyxy=(818,42,884,72)
headline-deck: Probably From Missing Yacht xyxy=(798,1280,904,1304)
headline: FOUND DEAD IN CREEK xyxy=(673,533,769,563)
dateline-text: Sydney, January 14. xyxy=(801,1518,860,1527)
body-paragraph: settlement the authorities have agreed that the matter shall be considered at a later date, and reports received from the districts concerned indicate that the proposals are regarded with general favour. It is understood that further discussions will take place during the coming week, when representatives of the various interests will be present and the position will be reviewed in detail. The statement issued last evening pointed out that the arrangements had been made in the interests of all parties, and that every effort would be made to secure a satisfactory conclusion. By the terms of the xyxy=(659,1735,782,1849)
dateline-text: Rugby, January 12. xyxy=(542,494,598,503)
headline: 1935 BRINGS PEACE xyxy=(403,42,520,56)
headline-rule xyxy=(696,932,745,933)
headline-rule xyxy=(176,2170,225,2171)
body-paragraph: he districts concerned indicate that the proposals are regarded with general favour. It is understood that further discussions will take place during the coming week, when representatives of the various interests will be present and the position will be reviewed in detail. The statement issued last evening pointed out that the arrangements had been made in the interests of all parties, and that every effort would be made to secure a satisfactory conclusion. By the terms of the settlement the authorities have agreed that the matter shall be considered at a later date, and reports received from t xyxy=(400,1799,522,1914)
body-paragraph: at the matter shall be considered at a later date, and reports received from the districts concerned indicate that the proposals are regarded with general favour. It is understood that further discussions will take place during the coming week, when representatives of the various interests will be present and the position will be reviewed in detail. The statement issued last evening pointed out that the arrangements had been made in the interests of all parties, and that every effort would be made to secure a satisfactory conclusion. By the terms of the settlement the authorities have agreed th xyxy=(9,1783,132,1897)
article xyxy=(400,1503,522,2037)
deck-rule xyxy=(567,129,616,130)
headline: INTEREST IN FRANCE xyxy=(162,2136,240,2166)
headline: WOULD BE WELCOMED BY BRITAIN xyxy=(804,890,898,935)
dateline xyxy=(660,638,782,646)
deck-rule xyxy=(826,129,876,130)
headline: HIRE-PURCHASE IN ART xyxy=(922,1859,1040,1889)
body-paragraph: ved from the districts concerned indicate that the proposals are regarded with general favour. It is understood that further discussions will take place during the coming week, when representatives of the various interests will be present and the position will be reviewed in detail. The statement issued last evening pointed out that the arrangements had been made in the interests of all parties, and that every effort would be made to secure a satisfactory conclusion. By the terms of the settlement the authorities have agreed that the matter shall be considered at a later date, and reports recei xyxy=(140,1442,262,1564)
headline: NO PLANS AND NO JOB xyxy=(536,1654,646,1684)
headline-rule xyxy=(826,1492,876,1493)
headline-rule xyxy=(696,1482,745,1483)
subheading: Purchase of the Mines. xyxy=(297,1980,365,1989)
headline-rule xyxy=(567,774,616,775)
headline-deck: Nazi Pressure Criticised xyxy=(147,2176,255,2188)
